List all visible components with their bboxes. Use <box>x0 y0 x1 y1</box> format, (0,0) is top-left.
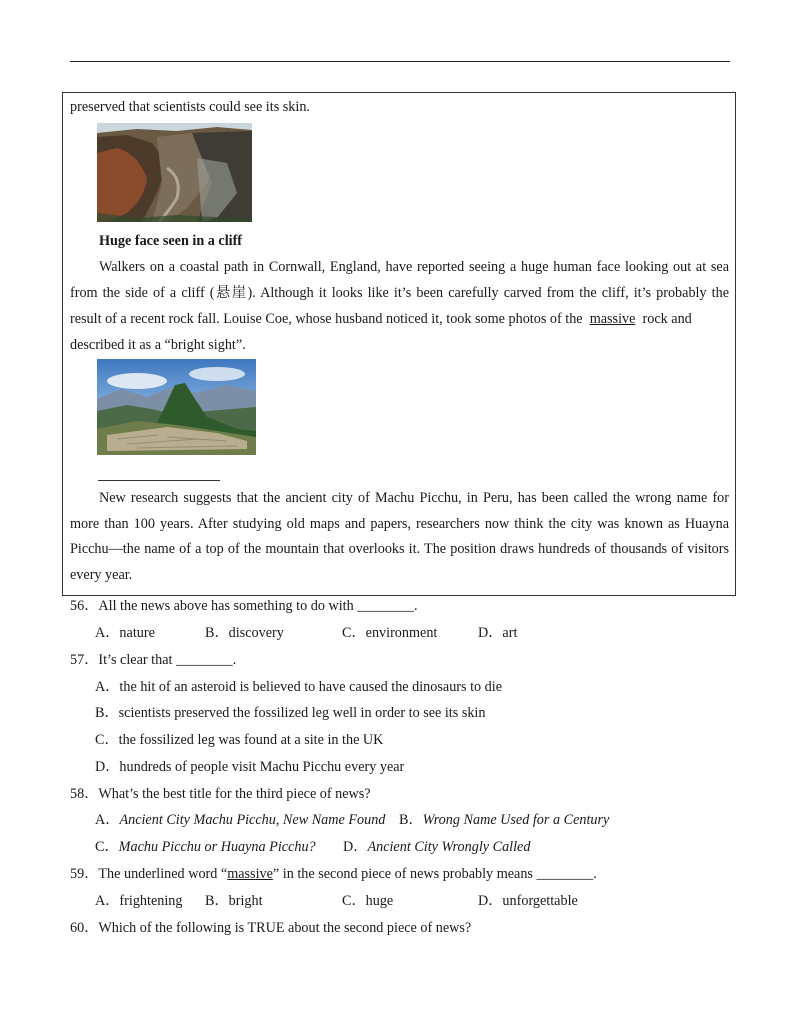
cliff-news-line <box>70 310 692 328</box>
underlined-word-massive: massive <box>227 866 273 882</box>
q57-option-d: D．hundreds of people visit Machu Picchu every year <box>95 759 405 775</box>
q59-option-b: B．bright <box>205 893 263 909</box>
stem-text: 59．The underlined word “ <box>70 866 228 882</box>
cliff-face-photo <box>97 123 252 222</box>
option-letter: A． <box>95 812 120 828</box>
option-letter: C． <box>95 839 119 855</box>
machu-news-line: New research suggests that the ancient city of Machu Picchu, in Peru, has been called the wrong name for <box>99 490 729 506</box>
q58-option-b <box>399 811 609 829</box>
machu-picchu-photo <box>97 359 256 455</box>
q57-option-c: C．the fossilized leg was found at a site in the UK <box>95 732 384 748</box>
q57-option-b: B．scientists preserved the fossilized leg well in order to see its skin <box>95 705 486 721</box>
cliff-news-line: described it as a “bright sight”. <box>70 337 246 353</box>
passage-line: preserved that scientists could see its skin. <box>70 99 310 115</box>
option-letter: D． <box>343 839 368 855</box>
q57-option-a: A．the hit of an asteroid is believed to have caused the dinosaurs to die <box>95 679 502 695</box>
cliff-news-line: Walkers on a coastal path in Cornwall, England, have reported seeing a huge human face looking out at sea <box>99 259 729 275</box>
q59-option-c: C．huge <box>342 893 394 909</box>
q56-option-d: D．art <box>478 625 518 641</box>
question-58-stem: 58．What’s the best title for the third piece of news? <box>70 786 371 802</box>
q58-option-c <box>95 838 316 856</box>
q56-option-c: C．environment <box>342 625 438 641</box>
question-56-stem: 56．All the news above has something to do with ________. <box>70 598 418 614</box>
q58-option-a <box>95 811 385 829</box>
cliff-news-text: rock and <box>642 311 692 327</box>
q59-option-d: D．unforgettable <box>478 893 578 909</box>
question-60-stem: 60．Which of the following is TRUE about the second piece of news? <box>70 920 472 936</box>
question-57-stem: 57．It’s clear that ________. <box>70 652 237 668</box>
q56-option-b: B．discovery <box>205 625 284 641</box>
stem-text: ” in the second piece of news probably means ________. <box>272 866 597 882</box>
option-text: Ancient City Wrongly Called <box>367 839 531 855</box>
machu-news-line: Picchu—the name of a top of the mountain that overlooks it. The position draws hundreds of thousands of visitors <box>70 541 729 557</box>
question-59-stem <box>70 865 597 883</box>
option-text: Machu Picchu or Huayna Picchu? <box>118 839 316 855</box>
cliff-news-text: result of a recent rock fall. Louise Coe, whose husband noticed it, took some photos of the <box>70 311 583 327</box>
machu-news-line: more than 100 years. After studying old maps and papers, researchers now think the city was known as Huayna <box>70 516 729 532</box>
cliff-news-title: Huge face seen in a cliff <box>99 233 243 249</box>
machu-news-line: every year. <box>70 567 133 583</box>
cliff-news-line: from the side of a cliff (悬崖). Although it looks like it’s been carefully carved from the cliff, it’s probably the <box>70 285 729 301</box>
missing-title-blank <box>98 480 220 481</box>
option-letter: B． <box>399 812 423 828</box>
q58-option-d <box>343 838 530 856</box>
q56-option-a: A．nature <box>95 625 155 641</box>
header-rule <box>70 61 730 62</box>
q59-option-a: A．frightening <box>95 893 183 909</box>
underlined-word-massive: massive <box>589 311 636 327</box>
option-text: Wrong Name Used for a Century <box>422 812 610 828</box>
option-text: Ancient City Machu Picchu, New Name Found <box>119 812 386 828</box>
